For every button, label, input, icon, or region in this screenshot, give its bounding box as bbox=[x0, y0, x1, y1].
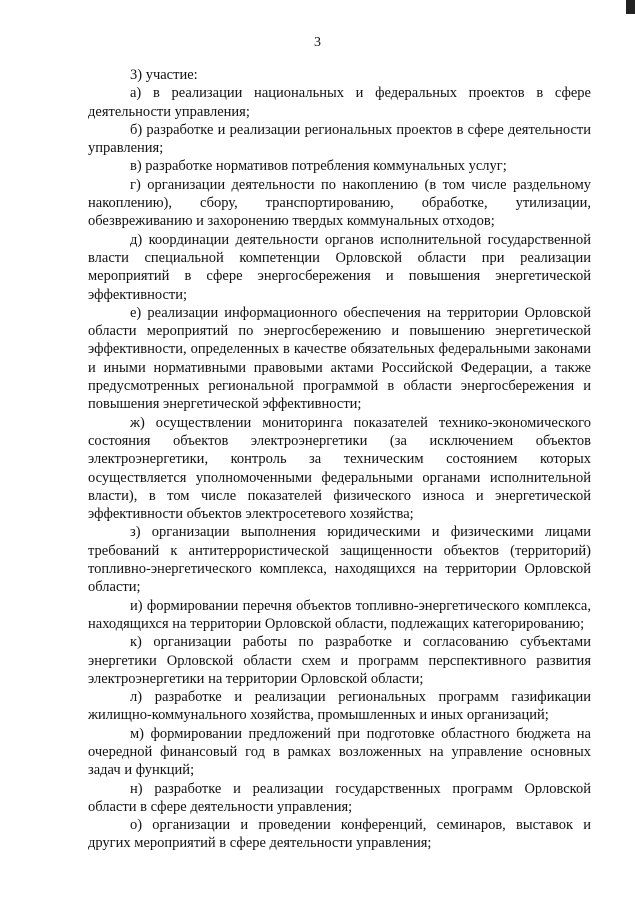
paragraph-k: к) организации работы по разработке и согласованию субъектами энергетики Орловской области схем и программ перспективного развития электроэнергетики на территории Орловской области; bbox=[88, 634, 591, 687]
paragraph-z: з) организации выполнения юридическими и физическими лицами требований к антитеррористической защищенности объектов (территорий) топливно-энергетического комплекса, находящихся на территории Орловской области; bbox=[88, 524, 591, 596]
paragraph-3-participation: 3) участие: bbox=[130, 67, 198, 83]
paragraph-o: о) организации и проведении конференций, семинаров, выставок и других мероприятий в сфере деятельности управления; bbox=[88, 817, 591, 852]
paragraph-n: н) разработке и реализации государственных программ Орловской области в сфере деятельности управления; bbox=[88, 780, 591, 815]
page-number: 3 bbox=[314, 35, 321, 50]
paragraph-a: а) в реализации национальных и федеральных проектов в сфере деятельности управления; bbox=[88, 85, 591, 120]
paragraph-b: б) разработке и реализации региональных проектов в сфере деятельности управления; bbox=[88, 121, 591, 157]
document-body bbox=[88, 66, 591, 853]
paragraph-i: и) формировании перечня объектов топливно-энергетического комплекса, находящихся на территории Орловской области, подлежащих категорированию; bbox=[88, 597, 591, 632]
paragraph-zh: ж) осуществлении мониторинга показателей технико-экономического состояния объектов электроэнергетики (за исключением объектов электроэнергетики, контроль за техническим состоянием которых осуществляется уполномоченными федеральными органами исполнительной власти), в том числе показателей физического износа и энергетической эффективности объектов электросетевого хозяйства; bbox=[88, 414, 591, 523]
paragraph-v: в) разработке нормативов потребления коммунальных услуг; bbox=[130, 158, 507, 175]
scan-corner-mark bbox=[626, 0, 635, 14]
paragraph-d: д) координации деятельности органов исполнительной государственной власти специальной компетенции Орловской области при реализации мероприятий в сфере энергосбережения и повышения энергетической эффективности; bbox=[88, 231, 591, 303]
paragraph-e: е) реализации информационного обеспечения на территории Орловской области мероприятий по энергосбережению и повышению энергетической эффективности, определенных в качестве обязательных федеральными законами и иными нормативными правовыми актами Российской Федерации, а также предусмотренных региональной программой в области энергосбережения и повышения энергетической эффективности; bbox=[88, 304, 591, 413]
paragraph-m: м) формировании предложений при подготовке областного бюджета на очередной финансовый год в рамках возложенных на управление основных задач и функций; bbox=[88, 725, 591, 779]
paragraph-g: г) организации деятельности по накоплению (в том числе раздельному накоплению), сбору, транспортированию, обработке, утилизации, обезвреживанию и захоронению твердых коммунальных отходов; bbox=[88, 176, 591, 230]
paragraph-l: л) разработке и реализации региональных программ газификации жилищно-коммунального хозяйства, промышленных и иных организаций; bbox=[88, 689, 591, 724]
